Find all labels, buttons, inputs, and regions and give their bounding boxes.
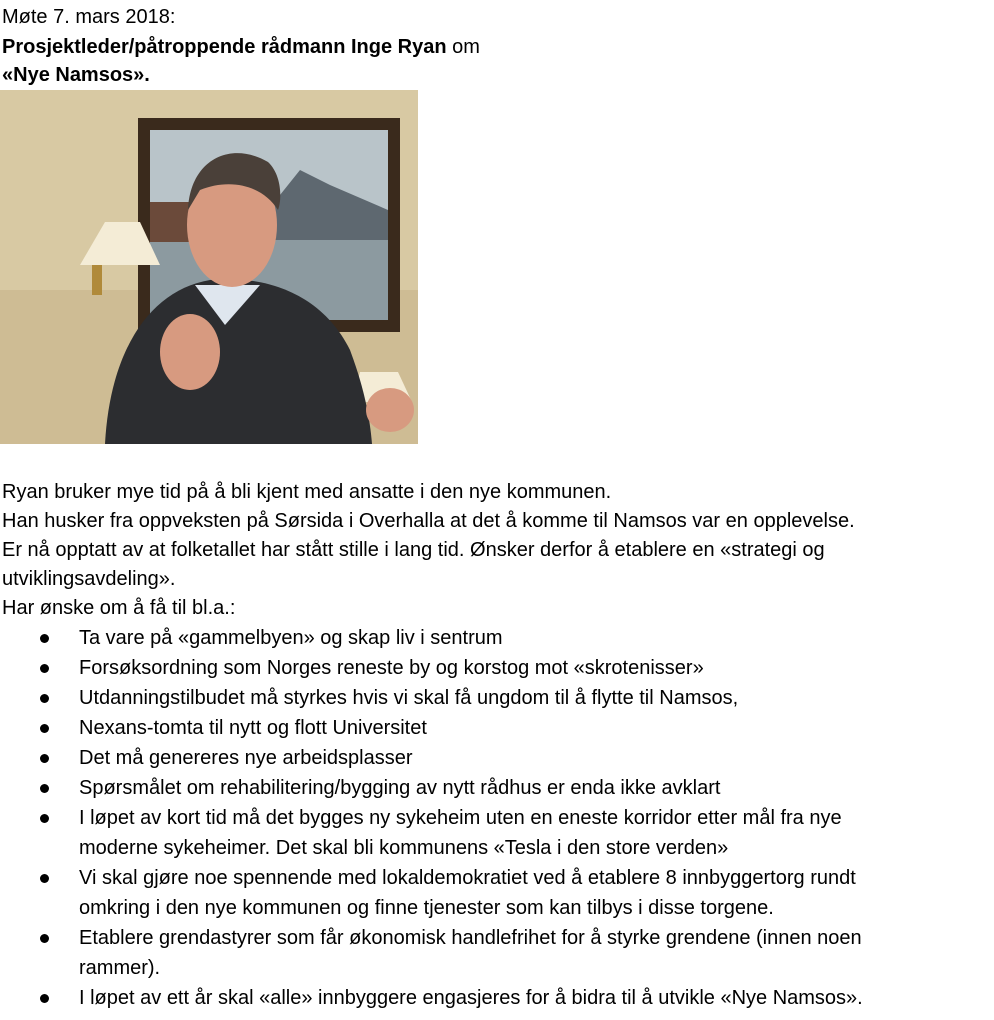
bullet-icon [40, 724, 49, 733]
bullet-list [0, 623, 994, 1013]
list-item: I løpet av kort tid må det bygges ny sykeheim uten en eneste korridor etter mål fra nye moderne sykeheimer. Det skal bli kommunens «Tesla i den store verden» [0, 803, 994, 863]
bullet-icon [40, 664, 49, 673]
list-intro: Har ønske om å få til bl.a.: [2, 597, 236, 619]
bullet-icon [40, 874, 49, 883]
speaker-photo [0, 90, 418, 444]
bullet-icon [40, 814, 49, 823]
list-item: Forsøksordning som Norges reneste by og korstog mot «skrotenisser» [0, 653, 994, 683]
paragraph-2: Han husker fra oppveksten på Sørsida i Overhalla at det å komme til Namsos var en opplevelse. [2, 510, 855, 532]
list-item: Nexans-tomta til nytt og flott Universitet [0, 713, 994, 743]
bullet-icon [40, 754, 49, 763]
paragraph-3: Er nå opptatt av at folketallet har stått stille i lang tid. Ønsker derfor å etablere en «strategi og [2, 539, 825, 561]
list-item: I løpet av ett år skal «alle» innbyggere engasjeres for å bidra til å utvikle «Nye Namsos». [0, 983, 994, 1013]
person-hand-right [366, 388, 414, 432]
person-hand-left [160, 314, 220, 390]
list-item: Ta vare på «gammelbyen» og skap liv i sentrum [0, 623, 994, 653]
speaker-suffix: om [446, 36, 480, 58]
list-item: Det må genereres nye arbeidsplasser [0, 743, 994, 773]
list-item: Vi skal gjøre noe spennende med lokaldemokratiet ved å etablere 8 innbyggertorg rundt omkring i den nye kommunen og finne tjenester som kan tilbys i disse torgene. [0, 863, 994, 923]
speaker-line [2, 34, 480, 60]
paragraph-3-cont: utviklingsavdeling». [2, 568, 176, 590]
list-item: Etablere grendastyrer som får økonomisk handlefrihet for å styrke grendene (innen noen rammer). [0, 923, 994, 983]
list-item: Utdanningstilbudet må styrkes hvis vi skal få ungdom til å flytte til Namsos, [0, 683, 994, 713]
bullet-icon [40, 784, 49, 793]
bullet-icon [40, 994, 49, 1003]
meeting-date: Møte 7. mars 2018: [2, 6, 176, 28]
lamp-arm-left [92, 265, 102, 295]
bullet-icon [40, 934, 49, 943]
list-item: Spørsmålet om rehabilitering/bygging av nytt rådhus er enda ikke avklart [0, 773, 994, 803]
bullet-icon [40, 634, 49, 643]
bullet-icon [40, 694, 49, 703]
topic-title: «Nye Namsos». [2, 64, 150, 86]
paragraph-1: Ryan bruker mye tid på å bli kjent med ansatte i den nye kommunen. [2, 481, 612, 503]
speaker-title: Prosjektleder/påtroppende rådmann Inge Ryan [2, 36, 447, 58]
